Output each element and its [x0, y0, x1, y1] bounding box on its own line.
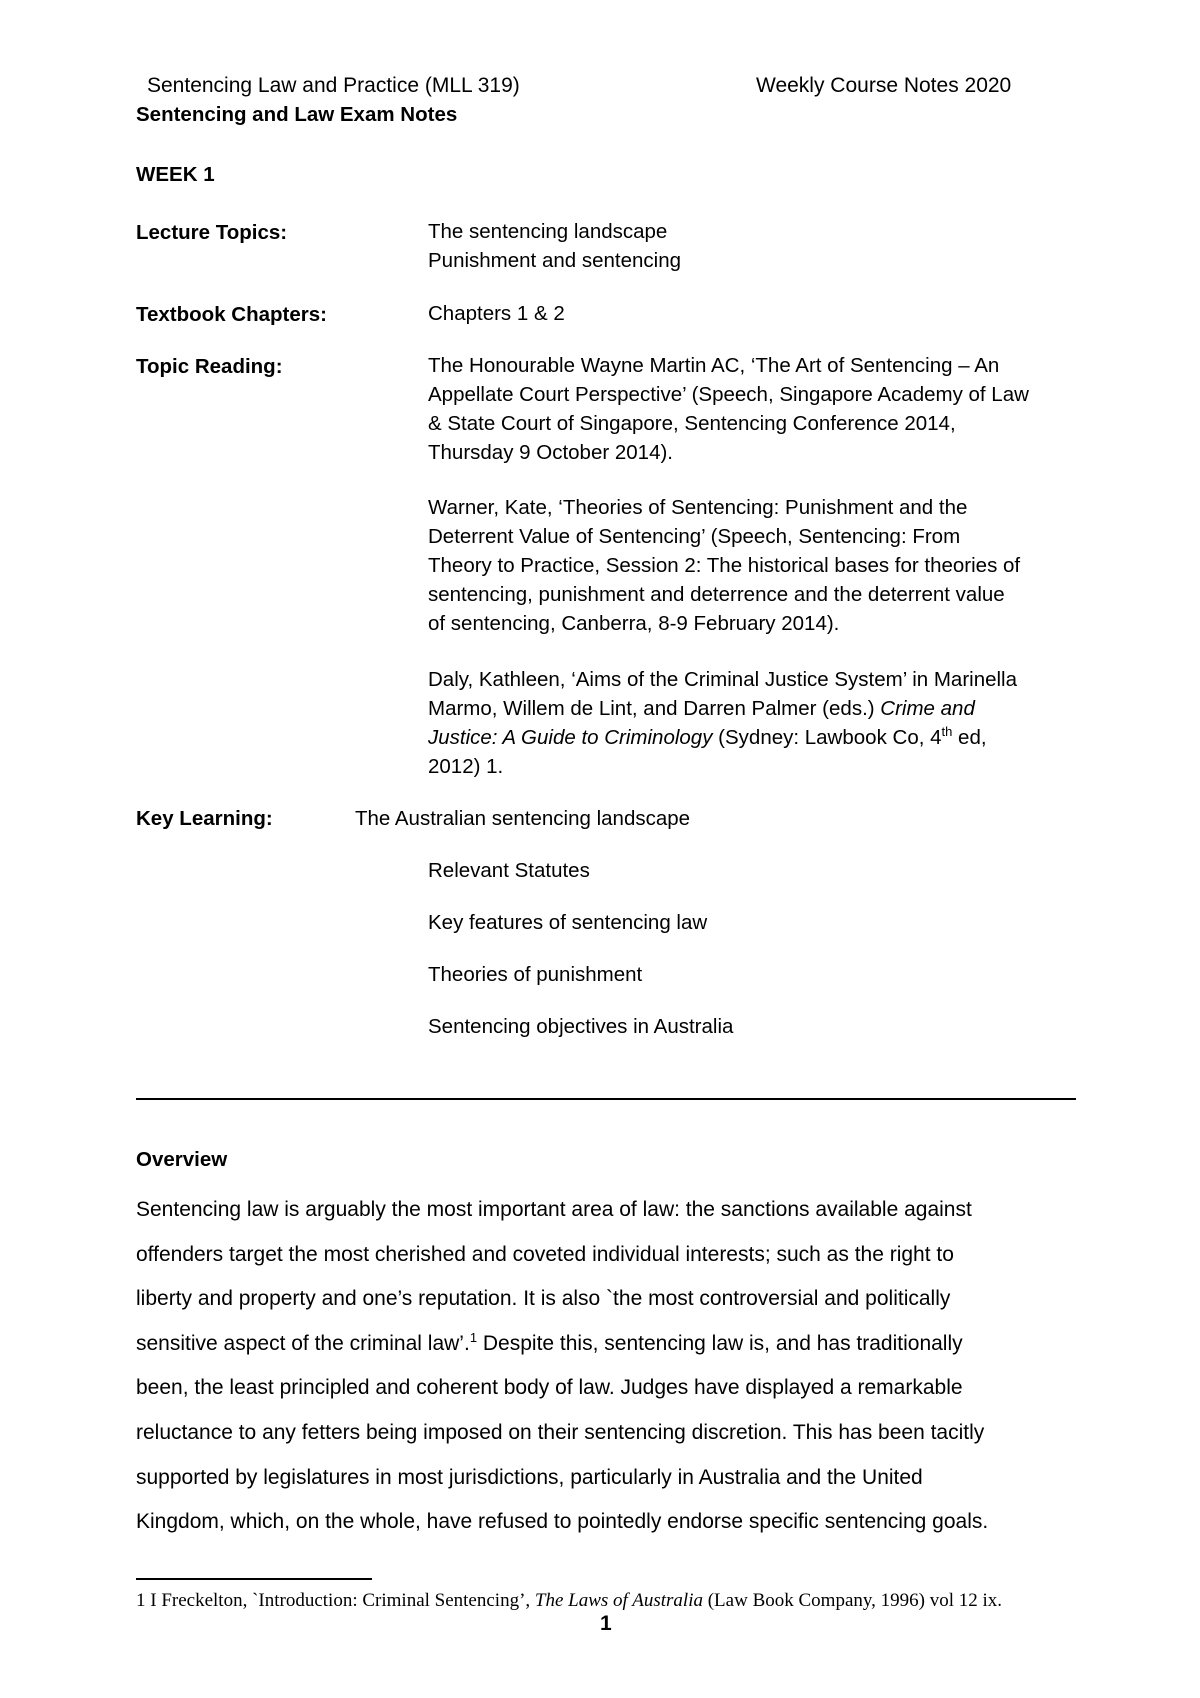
- lecture-topics-list: [428, 217, 1078, 275]
- ordinal-superscript: th: [941, 724, 953, 740]
- book-title: Crime and: [880, 697, 975, 720]
- reference-line: 2012) 1.: [428, 755, 504, 778]
- reference-line: [428, 723, 1078, 752]
- footnote-text: (Law Book Company, 1996) vol 12 ix.: [702, 1590, 1003, 1611]
- section-divider: [136, 1098, 1076, 1100]
- paragraph-line: supported by legislatures in most jurisdictions, particularly in Australia and the United: [136, 1465, 923, 1489]
- reference-text: ed,: [952, 726, 987, 749]
- book-title: Justice: A Guide to Criminology: [428, 726, 713, 749]
- reference-line: Theory to Practice, Session 2: The historical bases for theories of: [428, 554, 1021, 577]
- key-learning-item: Relevant Statutes: [428, 859, 590, 882]
- header-course-title: Sentencing Law and Practice (MLL 319): [147, 74, 520, 97]
- paragraph-line: Kingdom, which, on the whole, have refused to pointedly endorse specific sentencing goals.: [136, 1510, 989, 1534]
- document-title: Sentencing and Law Exam Notes: [136, 103, 458, 126]
- reference-line: The Honourable Wayne Martin AC, ‘The Art of Sentencing – An: [428, 354, 1000, 377]
- reading-reference-1: [428, 351, 1078, 467]
- paragraph-line: liberty and property and one’s reputation. It is also `the most controversial and politically: [136, 1287, 951, 1311]
- reference-line: of sentencing, Canberra, 8-9 February 2014).: [428, 612, 840, 635]
- reference-line: Deterrent Value of Sentencing’ (Speech, Sentencing: From: [428, 525, 961, 548]
- paragraph-text: sensitive aspect of the criminal law’.: [136, 1331, 470, 1355]
- key-learning-item: Theories of punishment: [428, 963, 643, 986]
- footnote-text: 1 I Freckelton, `Introduction: Criminal Sentencing’,: [136, 1590, 535, 1611]
- reference-line: Warner, Kate, ‘Theories of Sentencing: Punishment and the: [428, 496, 968, 519]
- key-learning-item: The Australian sentencing landscape: [355, 807, 691, 830]
- key-learning-label: Key Learning:: [136, 807, 273, 830]
- reference-line: & State Court of Singapore, Sentencing Conference 2014,: [428, 412, 956, 435]
- paragraph-line: [136, 1322, 1086, 1367]
- footnote: [136, 1590, 1002, 1612]
- reference-line: Appellate Court Perspective’ (Speech, Singapore Academy of Law: [428, 383, 1029, 406]
- paragraph-line: reluctance to any fetters being imposed on their sentencing discretion. This has been tacitly: [136, 1420, 985, 1444]
- lecture-topics-label: Lecture Topics:: [136, 221, 288, 244]
- page-number: 1: [600, 1612, 612, 1635]
- key-learning-item: Sentencing objectives in Australia: [428, 1015, 734, 1038]
- footnote-separator: [136, 1578, 372, 1580]
- overview-paragraph: [136, 1188, 1086, 1545]
- key-learning-item: Key features of sentencing law: [428, 911, 708, 934]
- reading-reference-2: [428, 493, 1078, 638]
- footnote-reference[interactable]: 1: [469, 1329, 478, 1345]
- header-course-notes: Weekly Course Notes 2020: [756, 74, 1012, 97]
- overview-heading: Overview: [136, 1148, 228, 1171]
- reading-reference-3: [428, 665, 1078, 781]
- paragraph-line: Sentencing law is arguably the most important area of law: the sanctions available against: [136, 1198, 972, 1221]
- textbook-value: Chapters 1 & 2: [428, 302, 565, 325]
- reference-text: Marmo, Willem de Lint, and Darren Palmer (eds.): [428, 697, 881, 720]
- lecture-topic: The sentencing landscape: [428, 220, 668, 243]
- reference-line: [428, 694, 1078, 723]
- reference-line: Daly, Kathleen, ‘Aims of the Criminal Justice System’ in Marinella: [428, 668, 1018, 691]
- reference-line: sentencing, punishment and deterrence and the deterrent value: [428, 583, 1005, 606]
- paragraph-text: Despite this, sentencing law is, and has traditionally: [477, 1331, 963, 1355]
- reference-line: Thursday 9 October 2014).: [428, 441, 673, 464]
- textbook-label: Textbook Chapters:: [136, 303, 327, 326]
- paragraph-line: offenders target the most cherished and coveted individual interests; such as the right to: [136, 1242, 954, 1266]
- topic-reading-label: Topic Reading:: [136, 355, 283, 378]
- paragraph-line: been, the least principled and coherent body of law. Judges have displayed a remarkable: [136, 1376, 963, 1400]
- footnote-book-title: The Laws of Australia: [534, 1590, 703, 1611]
- reference-text: (Sydney: Lawbook Co, 4: [712, 726, 942, 749]
- week-heading: WEEK 1: [136, 163, 215, 186]
- lecture-topic: Punishment and sentencing: [428, 249, 682, 272]
